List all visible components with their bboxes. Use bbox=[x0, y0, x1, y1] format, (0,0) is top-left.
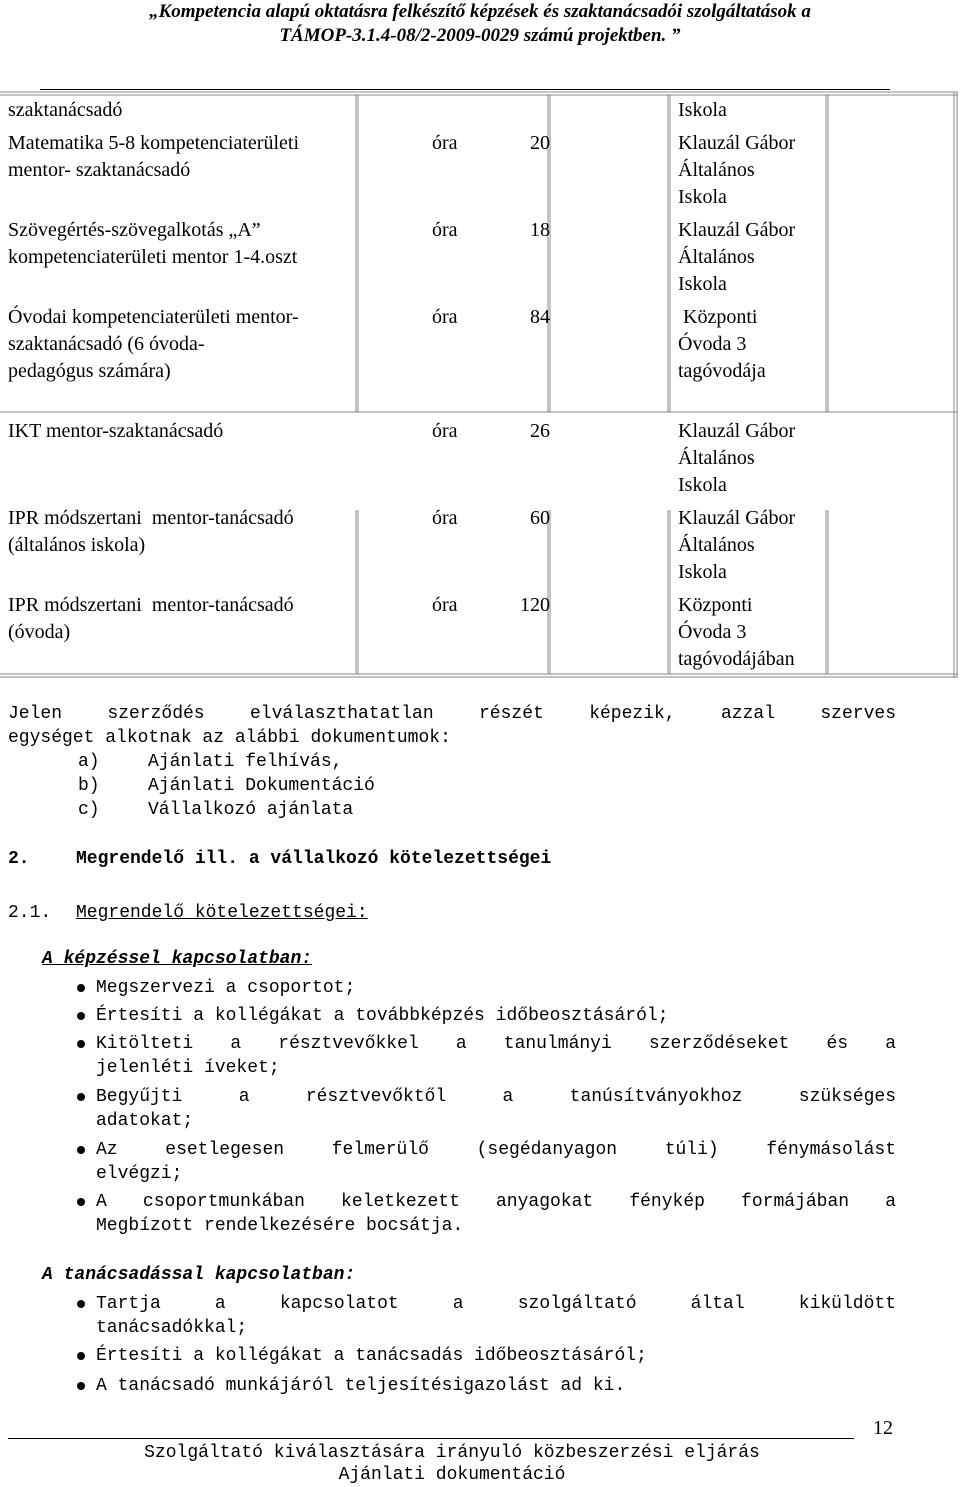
table-row-name: IKT mentor-szaktanácsadó bbox=[8, 420, 224, 442]
training-heading: A képzéssel kapcsolatban: bbox=[42, 949, 313, 969]
table-row-name: Szövegértés-szövegalkotás „A” kompetenciaterületi mentor 1-4.oszt bbox=[8, 219, 298, 268]
list-item: A csoportmunkában keletkezett anyagokat fénykép formájában a Megbízott rendelkezésére bocsátja. bbox=[96, 1192, 896, 1236]
table-row-hours: 120 bbox=[520, 594, 550, 616]
contract-item-marker: b) bbox=[78, 776, 100, 796]
table-row-location: Klauzál Gábor Általános Iskola bbox=[678, 507, 796, 583]
table-row-unit: óra bbox=[432, 507, 458, 529]
subsection-number: 2.1. bbox=[8, 903, 52, 923]
table-row-hours: 20 bbox=[530, 132, 550, 154]
contract-line-1: Jelen szerződés elválaszthatatlan részét képezik, azzal szerves bbox=[8, 704, 896, 724]
section-number: 2. bbox=[8, 849, 30, 869]
list-item: A tanácsadó munkájáról teljesítésigazolást ad ki. bbox=[96, 1376, 626, 1396]
header-line-2: TÁMOP-3.1.4-08/2-2009-0029 számú projektben. ” bbox=[279, 25, 681, 46]
contract-line-2: egységet alkotnak az alábbi dokumentumok: bbox=[8, 728, 451, 748]
table-row-name: IPR módszertani mentor-tanácsadó (óvoda) bbox=[8, 594, 294, 643]
table-row-location: Klauzál Gábor Általános Iskola bbox=[678, 219, 796, 295]
table-row-name: Óvodai kompetenciaterületi mentor- szaktanácsadó (6 óvoda- pedagógus számára) bbox=[8, 306, 299, 382]
list-item: Tartja a kapcsolatot a szolgáltató által kiküldött tanácsadókkal; bbox=[96, 1294, 896, 1338]
bullet-icon bbox=[77, 1146, 85, 1154]
list-item: Értesíti a kollégákat a tanácsadás időbeosztásáról; bbox=[96, 1346, 647, 1366]
footer-rule bbox=[8, 1438, 854, 1439]
table-row-hours: 18 bbox=[530, 219, 550, 241]
table-row-unit: óra bbox=[432, 594, 458, 616]
contract-item-text: Vállalkozó ajánlata bbox=[148, 800, 354, 820]
table-row-name: IPR módszertani mentor-tanácsadó (általános iskola) bbox=[8, 507, 294, 556]
list-item: Az esetlegesen felmerülő (segédanyagon túli) fénymásolást elvégzi; bbox=[96, 1140, 896, 1184]
table-row-location: Iskola bbox=[678, 99, 727, 121]
footer-line-2: Ajánlati dokumentáció bbox=[338, 1465, 566, 1485]
table-row-unit: óra bbox=[432, 420, 458, 442]
bullet-icon bbox=[77, 1382, 85, 1390]
contract-item-marker: a) bbox=[78, 752, 100, 772]
page-number: 12 bbox=[873, 1417, 893, 1439]
table-row-location: Klauzál Gábor Általános Iskola bbox=[678, 420, 796, 496]
document-header bbox=[0, 0, 960, 48]
table-row-hours: 84 bbox=[530, 306, 550, 328]
bullet-icon bbox=[77, 1352, 85, 1360]
table-row-unit: óra bbox=[432, 219, 458, 241]
header-line-1: „Kompetencia alapú oktatásra felkészítő képzések és szaktanácsadói szolgáltatások a bbox=[149, 1, 811, 22]
header-rule bbox=[40, 89, 890, 90]
list-item: Begyűjti a résztvevőktől a tanúsítványokhoz szükséges adatokat; bbox=[96, 1087, 896, 1131]
bullet-icon bbox=[77, 1012, 85, 1020]
list-item: Értesíti a kollégákat a továbbképzés időbeosztásáról; bbox=[96, 1006, 669, 1026]
list-item: Megszervezi a csoportot; bbox=[96, 978, 356, 998]
table-row-name: Matematika 5-8 kompetenciaterületi mentor- szaktanácsadó bbox=[8, 132, 299, 181]
table-row-location: Klauzál Gábor Általános Iskola bbox=[678, 132, 796, 208]
consulting-heading: A tanácsadással kapcsolatban: bbox=[42, 1265, 356, 1285]
bullet-icon bbox=[77, 1040, 85, 1048]
bullet-icon bbox=[77, 1093, 85, 1101]
list-item: Kitölteti a résztvevőkkel a tanulmányi szerződéseket és a jelenléti íveket; bbox=[96, 1034, 896, 1078]
table-row-location: Központi Óvoda 3 tagóvodájában bbox=[678, 594, 795, 670]
bullet-icon bbox=[77, 1198, 85, 1206]
bullet-icon bbox=[77, 1300, 85, 1308]
contract-item-text: Ajánlati felhívás, bbox=[148, 752, 343, 772]
contract-item-marker: c) bbox=[78, 800, 100, 820]
contract-item-text: Ajánlati Dokumentáció bbox=[148, 776, 375, 796]
footer-line-1: Szolgáltató kiválasztására irányuló közbeszerzési eljárás bbox=[144, 1443, 760, 1463]
table-row-unit: óra bbox=[432, 306, 458, 328]
subsection-title: Megrendelő kötelezettségei: bbox=[76, 903, 368, 923]
section-title: Megrendelő ill. a vállalkozó kötelezettségei bbox=[76, 849, 552, 869]
table-row-location: Központi Óvoda 3 tagóvodája bbox=[678, 306, 766, 382]
table-row-unit: óra bbox=[432, 132, 458, 154]
bullet-icon bbox=[77, 984, 85, 992]
table-row-hours: 26 bbox=[530, 420, 550, 442]
table-row-name: szaktanácsadó bbox=[8, 99, 123, 121]
table-row-hours: 60 bbox=[530, 507, 550, 529]
